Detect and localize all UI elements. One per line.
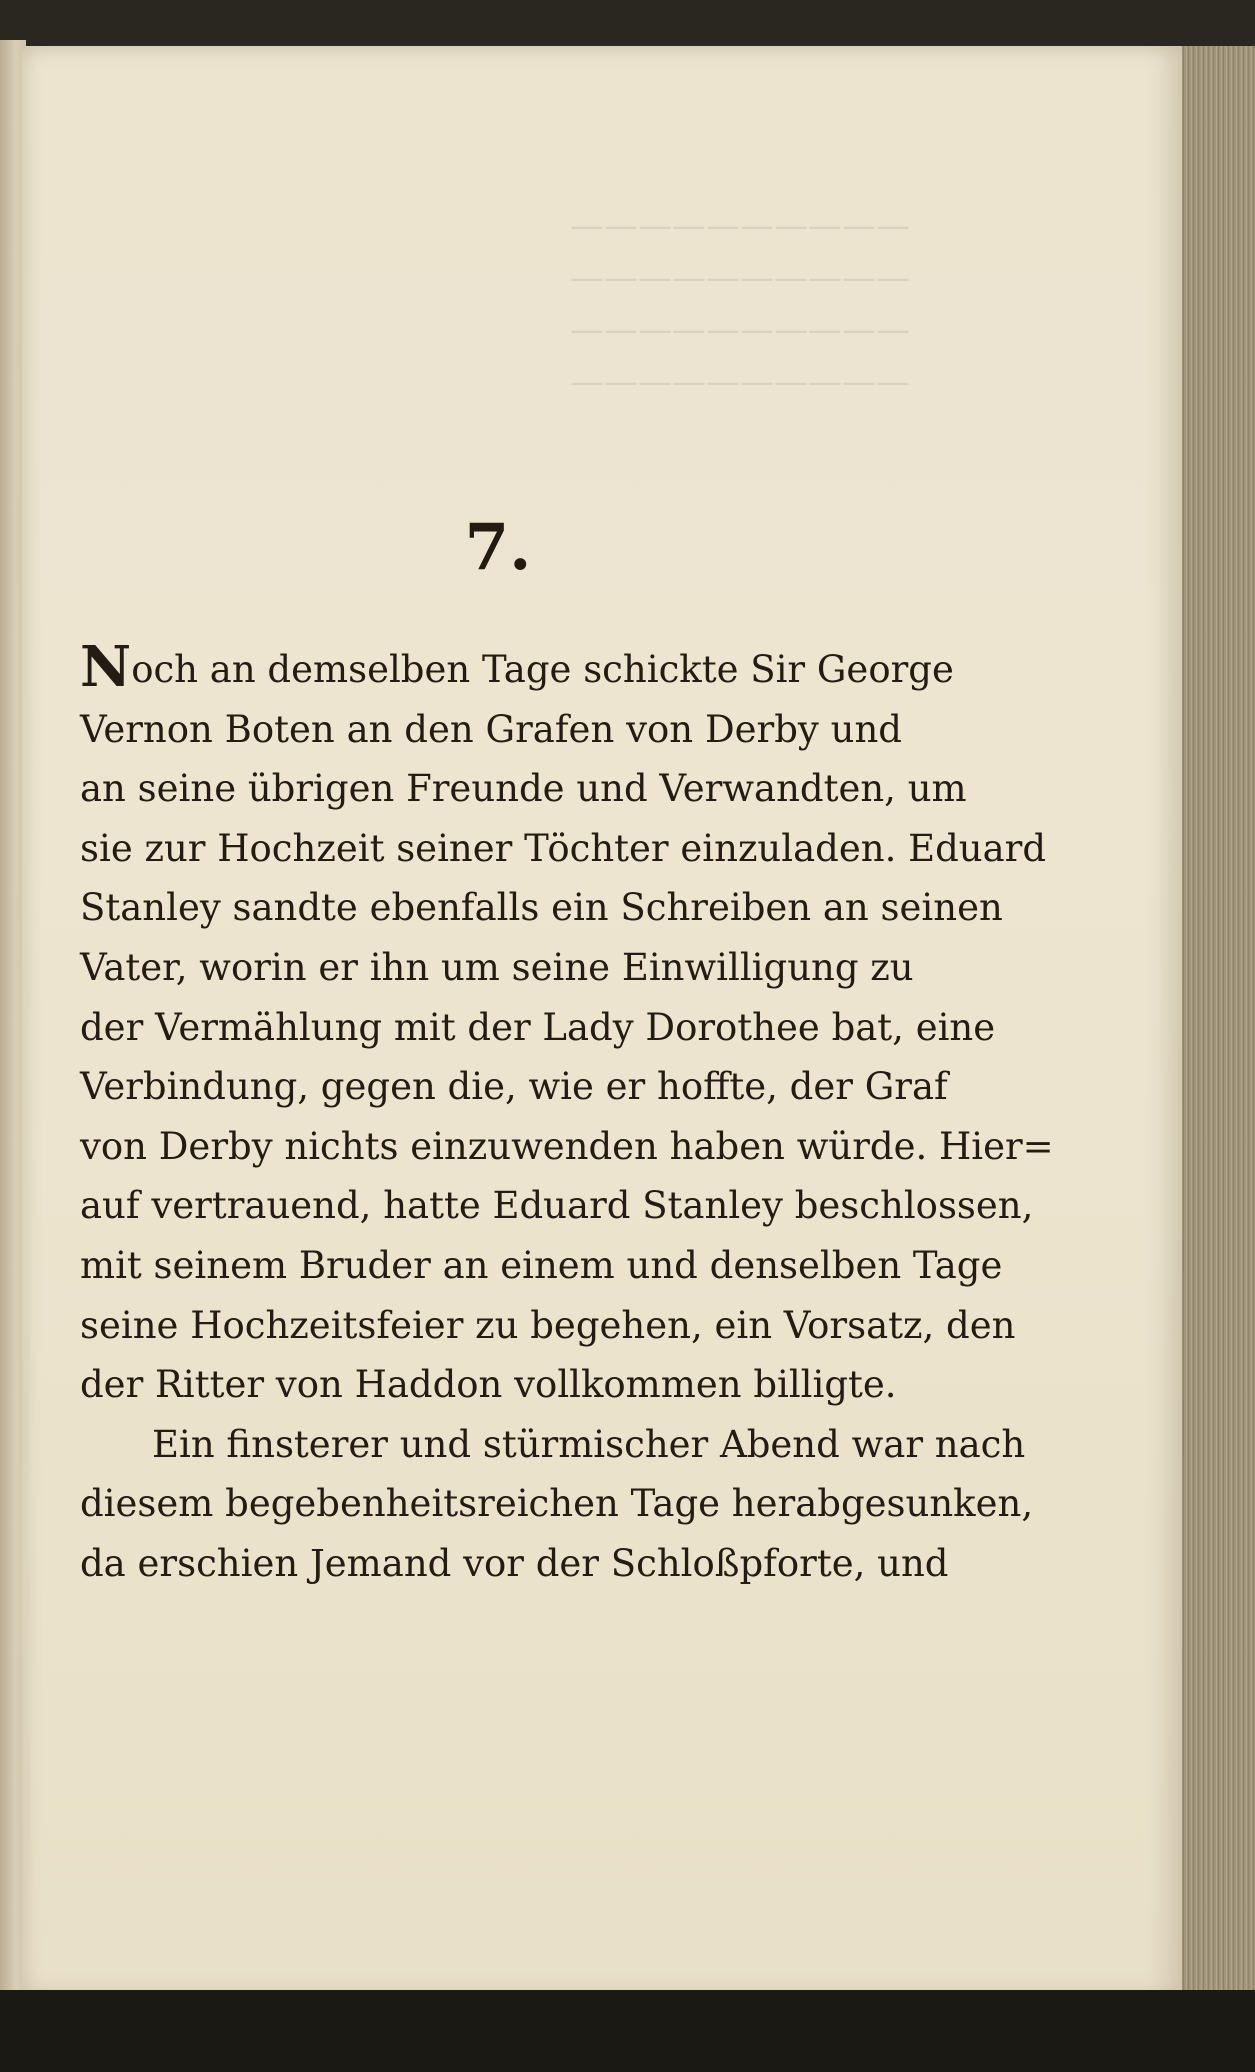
text-line-8: Verbindung, gegen die, wie er hoffte, der Graf: [80, 1065, 948, 1109]
text-line-6: Vater, worin er ihn um seine Einwilligung zu: [80, 945, 914, 989]
text-line-16: da erschien Jemand vor der Schloßpforte, und: [80, 1541, 949, 1585]
text-line-9: von Derby nichts einzuwenden haben würde. Hier=: [80, 1124, 1054, 1168]
text-line-3: an seine übrigen Freunde und Verwandten, um: [80, 767, 967, 811]
text-line-5: Stanley sandte ebenfalls ein Schreiben an seinen: [80, 886, 1003, 930]
text-line-15: diesem begebenheitsreichen Tage herabgesunken,: [80, 1482, 1034, 1526]
page-stack-edge: [1170, 46, 1255, 1996]
text-line-10: auf vertrauend, hatte Eduard Stanley beschlossen,: [80, 1184, 1034, 1228]
text-line-12: seine Hochzeitsfeier zu begehen, ein Vorsatz, den: [80, 1303, 1016, 1347]
body-text: [80, 634, 1054, 1594]
text-line-7: der Vermählung mit der Lady Dorothee bat, eine: [80, 1005, 996, 1049]
initial-letter: N: [80, 634, 132, 700]
text-line-13: der Ritter von Haddon vollkommen billigte.: [80, 1363, 897, 1407]
text-line-2: Vernon Boten an den Grafen von Derby und: [80, 707, 902, 751]
text-line-11: mit seinem Bruder an einem und denselben Tage: [80, 1243, 1003, 1287]
scan-bottom-border: [0, 1990, 1255, 2072]
show-through-texture: —————————— —————————— —————————— ——————————: [570, 206, 910, 402]
text-line-4: sie zur Hochzeit seiner Töchter einzuladen. Eduard: [80, 826, 1047, 870]
text-line-1: Noch an demselben Tage schickte Sir George: [80, 634, 954, 700]
text-line-14: Ein finsterer und stürmischer Abend war nach: [152, 1422, 1026, 1466]
chapter-number: 7.: [464, 510, 532, 585]
scan-top-border: [0, 0, 1255, 46]
